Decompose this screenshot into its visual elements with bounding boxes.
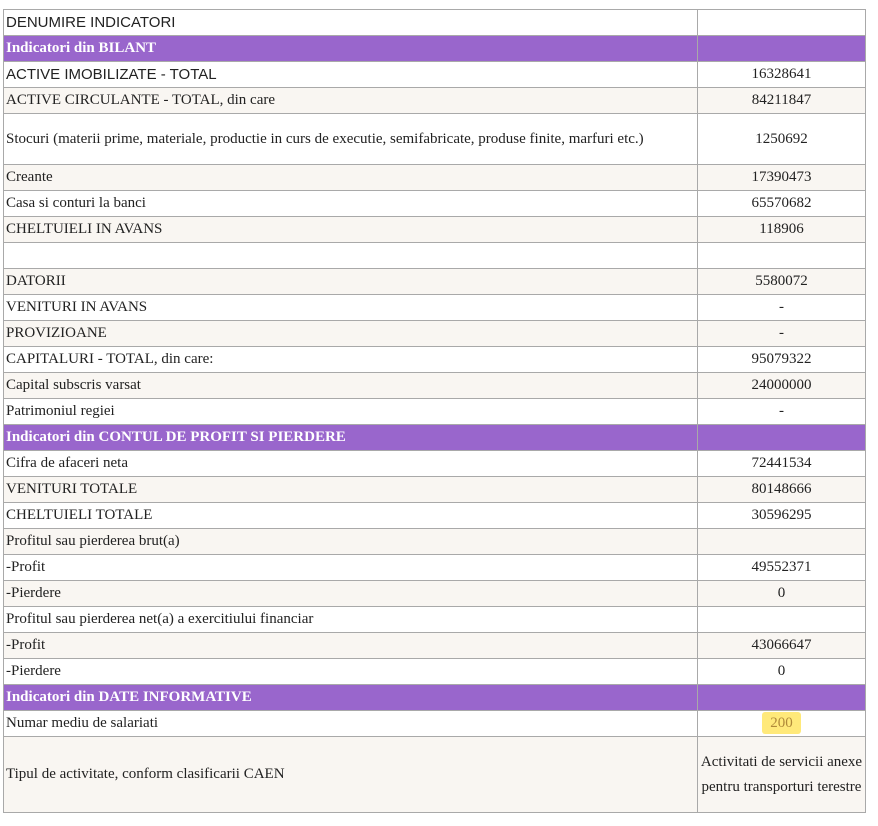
- table-header-row: [4, 10, 866, 36]
- table-row: [4, 114, 866, 165]
- row-label: PROVIZIOANE: [4, 321, 698, 347]
- section-value: [698, 425, 866, 451]
- row-value: [698, 243, 866, 269]
- row-value: 0: [698, 659, 866, 685]
- row-value-highlighted: [698, 711, 866, 737]
- row-label: -Profit: [4, 555, 698, 581]
- table-row: [4, 659, 866, 685]
- highlighted-value: 200: [762, 712, 801, 734]
- section-header-informative: [4, 685, 866, 711]
- header-title: DENUMIRE INDICATORI: [4, 10, 698, 36]
- row-label: -Profit: [4, 633, 698, 659]
- table-row-empty: [4, 243, 866, 269]
- financial-indicators-table: [3, 9, 866, 813]
- table-row: [4, 503, 866, 529]
- section-title: Indicatori din DATE INFORMATIVE: [4, 685, 698, 711]
- row-value: 0: [698, 581, 866, 607]
- row-label: Numar mediu de salariati: [4, 711, 698, 737]
- row-label: Profitul sau pierderea net(a) a exercitiului financiar: [4, 607, 698, 633]
- row-label: CAPITALURI - TOTAL, din care:: [4, 347, 698, 373]
- section-value: [698, 36, 866, 62]
- row-value: 5580072: [698, 269, 866, 295]
- table-row: [4, 633, 866, 659]
- row-label: DATORII: [4, 269, 698, 295]
- row-label: ACTIVE CIRCULANTE - TOTAL, din care: [4, 88, 698, 114]
- row-value: 118906: [698, 217, 866, 243]
- row-value: 1250692: [698, 114, 866, 165]
- table-row: [4, 581, 866, 607]
- row-value: 95079322: [698, 347, 866, 373]
- row-label: -Pierdere: [4, 659, 698, 685]
- row-value: -: [698, 321, 866, 347]
- row-value: -: [698, 295, 866, 321]
- row-label: VENITURI IN AVANS: [4, 295, 698, 321]
- table-row: [4, 165, 866, 191]
- row-value: 84211847: [698, 88, 866, 114]
- table-row: [4, 477, 866, 503]
- row-label: ACTIVE IMOBILIZATE - TOTAL: [4, 62, 698, 88]
- row-value: [698, 529, 866, 555]
- table-row: [4, 529, 866, 555]
- table-row: [4, 347, 866, 373]
- row-value: 43066647: [698, 633, 866, 659]
- row-value: Activitati de servicii anexe pentru transporturi terestre: [698, 737, 866, 813]
- row-label: Cifra de afaceri neta: [4, 451, 698, 477]
- row-value: 80148666: [698, 477, 866, 503]
- row-value: 17390473: [698, 165, 866, 191]
- row-value: -: [698, 399, 866, 425]
- table-row: [4, 711, 866, 737]
- row-label: Stocuri (materii prime, materiale, productie in curs de executie, semifabricate, produse finite, marfuri etc.): [4, 114, 698, 165]
- table-row: [4, 269, 866, 295]
- table-row: [4, 62, 866, 88]
- row-label: [4, 243, 698, 269]
- table-row: [4, 88, 866, 114]
- row-label: Tipul de activitate, conform clasificarii CAEN: [4, 737, 698, 813]
- table-row: [4, 295, 866, 321]
- section-value: [698, 685, 866, 711]
- table-row: [4, 217, 866, 243]
- row-label: VENITURI TOTALE: [4, 477, 698, 503]
- row-value: [698, 607, 866, 633]
- row-value: 24000000: [698, 373, 866, 399]
- section-title: Indicatori din CONTUL DE PROFIT SI PIERDERE: [4, 425, 698, 451]
- section-title: Indicatori din BILANT: [4, 36, 698, 62]
- table-row: [4, 607, 866, 633]
- row-label: Casa si conturi la banci: [4, 191, 698, 217]
- row-label: Patrimoniul regiei: [4, 399, 698, 425]
- row-label: -Pierdere: [4, 581, 698, 607]
- row-label: Creante: [4, 165, 698, 191]
- table-row: [4, 191, 866, 217]
- row-value: 49552371: [698, 555, 866, 581]
- row-label: CHELTUIELI IN AVANS: [4, 217, 698, 243]
- section-header-profit: [4, 425, 866, 451]
- table-row: [4, 555, 866, 581]
- row-value: 72441534: [698, 451, 866, 477]
- row-value: 16328641: [698, 62, 866, 88]
- table-row: [4, 737, 866, 813]
- row-value: 30596295: [698, 503, 866, 529]
- table-row: [4, 451, 866, 477]
- header-value: [698, 10, 866, 36]
- table-row: [4, 373, 866, 399]
- section-header-bilant: [4, 36, 866, 62]
- row-label: Profitul sau pierderea brut(a): [4, 529, 698, 555]
- row-label: CHELTUIELI TOTALE: [4, 503, 698, 529]
- row-label: Capital subscris varsat: [4, 373, 698, 399]
- table-row: [4, 399, 866, 425]
- table-row: [4, 321, 866, 347]
- row-value: 65570682: [698, 191, 866, 217]
